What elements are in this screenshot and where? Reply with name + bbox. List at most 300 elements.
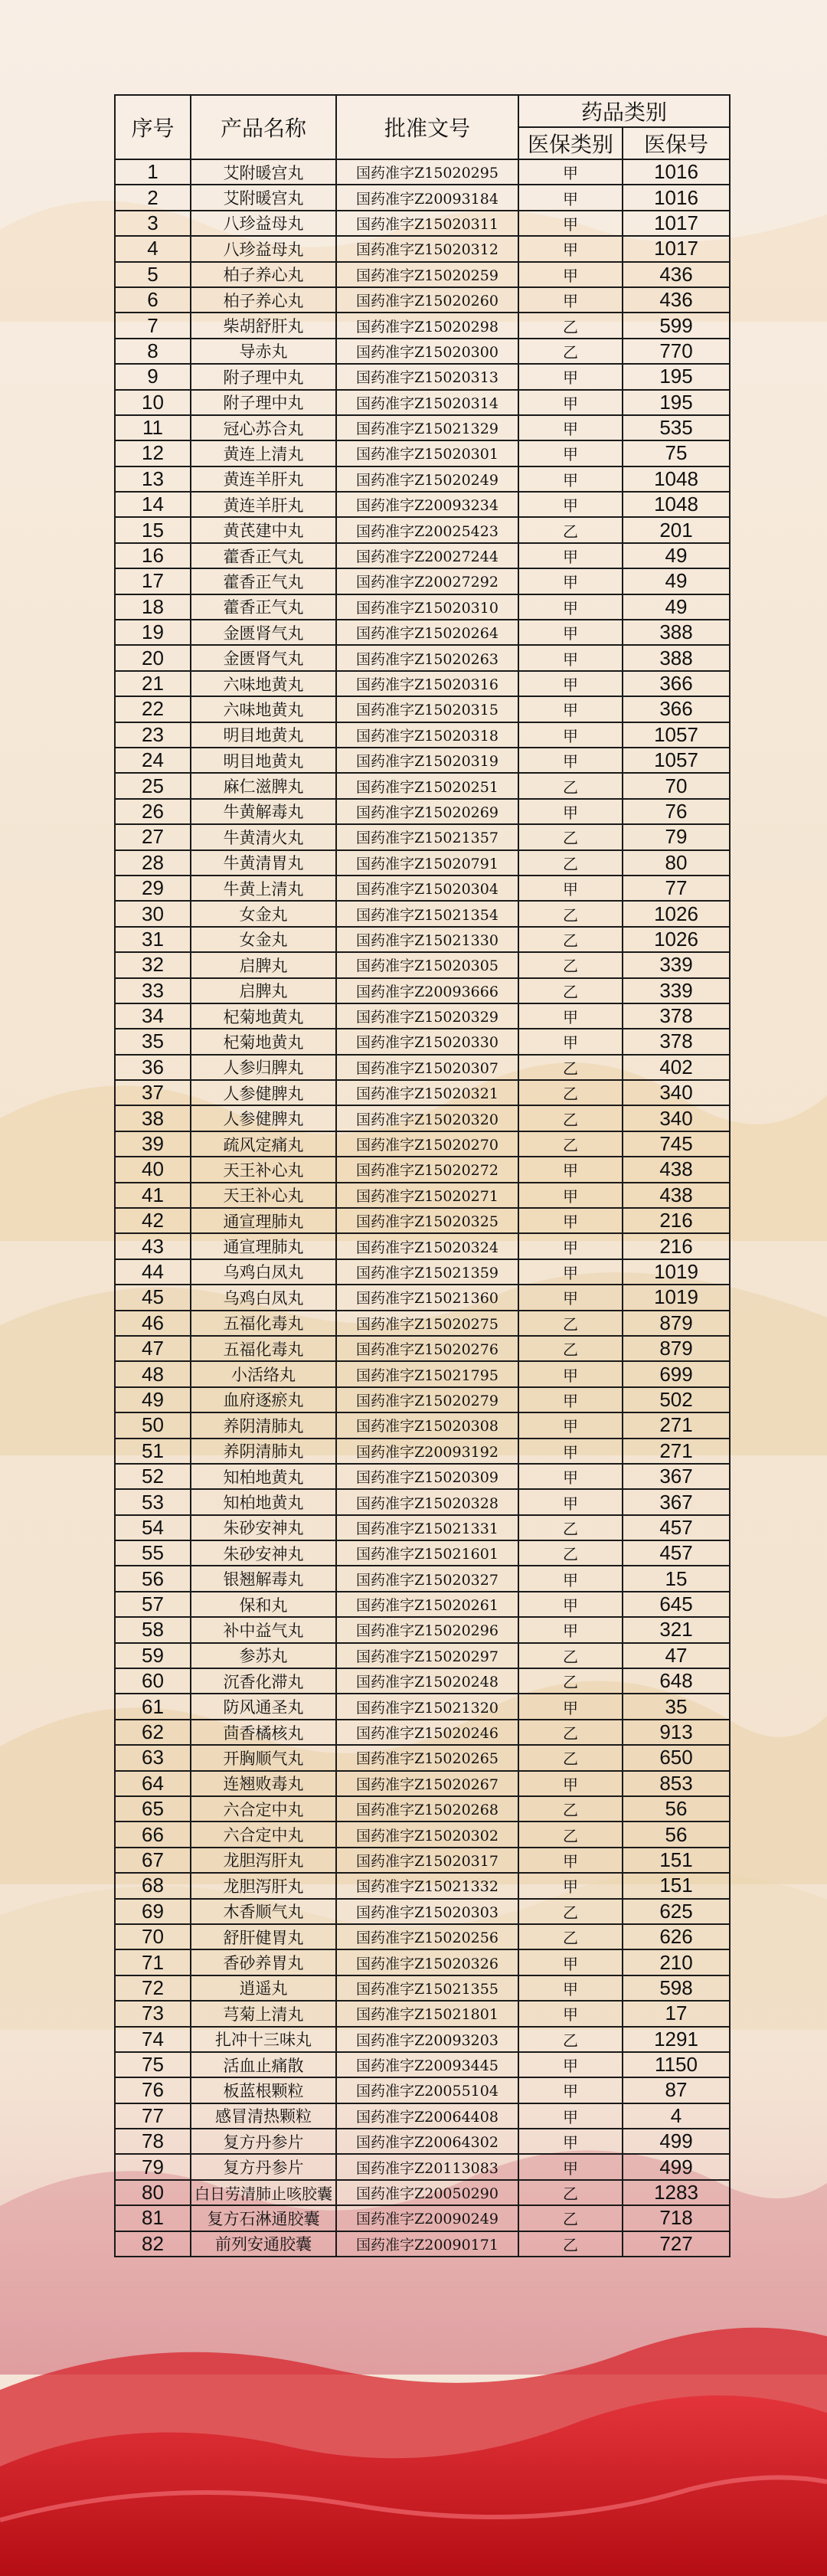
table-row xyxy=(115,1949,730,1975)
row-product-name: 五福化毒丸 xyxy=(191,1311,336,1336)
row-insurance-code: 271 xyxy=(623,1439,730,1464)
row-insurance-category: 甲 xyxy=(518,1029,623,1054)
row-insurance-code: 879 xyxy=(623,1311,730,1336)
row-insurance-code: 499 xyxy=(623,2154,730,2179)
row-product-name: 复方丹参片 xyxy=(191,2129,336,2154)
table-row xyxy=(115,1771,730,1796)
row-seq: 49 xyxy=(115,1387,191,1412)
header-approval-number: 批准文号 xyxy=(336,95,518,159)
table-row xyxy=(115,1387,730,1412)
table-row xyxy=(115,2205,730,2231)
row-insurance-category: 甲 xyxy=(518,1003,623,1029)
row-insurance-category: 甲 xyxy=(518,211,623,236)
row-seq: 12 xyxy=(115,440,191,466)
row-insurance-code: 770 xyxy=(623,339,730,364)
row-product-name: 乌鸡白凤丸 xyxy=(191,1259,336,1285)
row-insurance-category: 乙 xyxy=(518,850,623,876)
row-seq: 36 xyxy=(115,1055,191,1080)
table-row xyxy=(115,1540,730,1566)
table-row xyxy=(115,236,730,261)
row-insurance-category: 乙 xyxy=(518,773,623,798)
row-approval-number: 国药准字Z20027244 xyxy=(336,543,518,568)
table-row xyxy=(115,824,730,849)
row-seq: 59 xyxy=(115,1643,191,1668)
table-row xyxy=(115,1848,730,1873)
row-seq: 8 xyxy=(115,339,191,364)
row-insurance-category: 乙 xyxy=(518,1822,623,1847)
table-row xyxy=(115,2052,730,2077)
row-product-name: 牛黄清胃丸 xyxy=(191,850,336,876)
row-seq: 61 xyxy=(115,1694,191,1719)
row-approval-number: 国药准字Z15020246 xyxy=(336,1720,518,1745)
row-insurance-category: 乙 xyxy=(518,1311,623,1336)
row-seq: 82 xyxy=(115,2231,191,2257)
row-product-name: 通宣理肺丸 xyxy=(191,1233,336,1259)
row-insurance-code: 625 xyxy=(623,1899,730,1924)
row-insurance-code: 699 xyxy=(623,1361,730,1386)
table-row xyxy=(115,543,730,568)
row-insurance-code: 339 xyxy=(623,978,730,1003)
row-insurance-code: 77 xyxy=(623,876,730,901)
row-insurance-category: 甲 xyxy=(518,2129,623,2154)
row-approval-number: 国药准字Z15020259 xyxy=(336,262,518,287)
row-insurance-code: 56 xyxy=(623,1822,730,1847)
row-insurance-code: 457 xyxy=(623,1540,730,1566)
table-row xyxy=(115,492,730,517)
header-product-name: 产品名称 xyxy=(191,95,336,159)
row-insurance-category: 甲 xyxy=(518,2052,623,2077)
row-insurance-code: 1017 xyxy=(623,211,730,236)
row-insurance-code: 366 xyxy=(623,696,730,722)
row-product-name: 明目地黄丸 xyxy=(191,748,336,773)
row-seq: 2 xyxy=(115,185,191,210)
row-approval-number: 国药准字Z15021357 xyxy=(336,824,518,849)
row-seq: 60 xyxy=(115,1668,191,1694)
row-insurance-category: 乙 xyxy=(518,339,623,364)
row-product-name: 感冒清热颗粒 xyxy=(191,2103,336,2129)
row-approval-number: 国药准字Z20027292 xyxy=(336,568,518,594)
row-insurance-code: 47 xyxy=(623,1643,730,1668)
row-insurance-category: 甲 xyxy=(518,1285,623,1310)
row-insurance-category: 甲 xyxy=(518,876,623,901)
row-insurance-category: 甲 xyxy=(518,568,623,594)
row-product-name: 附子理中丸 xyxy=(191,390,336,415)
row-seq: 57 xyxy=(115,1592,191,1617)
row-product-name: 柏子养心丸 xyxy=(191,262,336,287)
row-approval-number: 国药准字Z15020295 xyxy=(336,159,518,185)
row-seq: 75 xyxy=(115,2052,191,2077)
row-approval-number: 国药准字Z15021330 xyxy=(336,927,518,952)
row-insurance-category: 乙 xyxy=(518,1643,623,1668)
row-product-name: 藿香正气丸 xyxy=(191,568,336,594)
row-insurance-code: 17 xyxy=(623,2001,730,2026)
row-insurance-code: 340 xyxy=(623,1080,730,1105)
row-insurance-category: 甲 xyxy=(518,287,623,313)
row-insurance-code: 402 xyxy=(623,1055,730,1080)
row-insurance-code: 645 xyxy=(623,1592,730,1617)
row-seq: 65 xyxy=(115,1796,191,1822)
row-seq: 3 xyxy=(115,211,191,236)
row-product-name: 冠心苏合丸 xyxy=(191,415,336,440)
row-product-name: 黄连羊肝丸 xyxy=(191,492,336,517)
row-seq: 30 xyxy=(115,901,191,926)
row-seq: 66 xyxy=(115,1822,191,1847)
row-product-name: 逍遥丸 xyxy=(191,1975,336,2001)
table-row xyxy=(115,927,730,952)
row-seq: 35 xyxy=(115,1029,191,1054)
row-seq: 13 xyxy=(115,466,191,492)
table-row xyxy=(115,2129,730,2154)
row-approval-number: 国药准字Z15020298 xyxy=(336,313,518,338)
row-insurance-category: 乙 xyxy=(518,2231,623,2257)
row-insurance-code: 76 xyxy=(623,799,730,824)
header-seq: 序号 xyxy=(115,95,191,159)
row-insurance-code: 216 xyxy=(623,1233,730,1259)
row-product-name: 五福化毒丸 xyxy=(191,1336,336,1361)
row-seq: 20 xyxy=(115,645,191,670)
row-product-name: 知柏地黄丸 xyxy=(191,1464,336,1489)
table-row xyxy=(115,2027,730,2052)
row-approval-number: 国药准字Z15020304 xyxy=(336,876,518,901)
row-insurance-code: 367 xyxy=(623,1464,730,1489)
row-seq: 27 xyxy=(115,824,191,849)
table-row xyxy=(115,2154,730,2179)
row-approval-number: 国药准字Z20093234 xyxy=(336,492,518,517)
row-insurance-code: 378 xyxy=(623,1003,730,1029)
row-insurance-code: 626 xyxy=(623,1924,730,1949)
row-approval-number: 国药准字Z15020271 xyxy=(336,1183,518,1208)
row-seq: 67 xyxy=(115,1848,191,1873)
row-insurance-category: 甲 xyxy=(518,1183,623,1208)
row-seq: 11 xyxy=(115,415,191,440)
row-approval-number: 国药准字Z20093184 xyxy=(336,185,518,210)
row-product-name: 金匮肾气丸 xyxy=(191,620,336,645)
table-row xyxy=(115,1285,730,1310)
row-insurance-code: 1150 xyxy=(623,2052,730,2077)
row-insurance-category: 甲 xyxy=(518,1873,623,1898)
row-approval-number: 国药准字Z15020270 xyxy=(336,1131,518,1157)
row-approval-number: 国药准字Z15021355 xyxy=(336,1975,518,2001)
table-row xyxy=(115,901,730,926)
row-product-name: 开胸顺气丸 xyxy=(191,1745,336,1770)
row-seq: 52 xyxy=(115,1464,191,1489)
row-approval-number: 国药准字Z15020305 xyxy=(336,952,518,977)
row-insurance-category: 甲 xyxy=(518,1617,623,1642)
row-seq: 38 xyxy=(115,1105,191,1131)
row-approval-number: 国药准字Z15021359 xyxy=(336,1259,518,1285)
row-insurance-category: 甲 xyxy=(518,2103,623,2129)
row-approval-number: 国药准字Z15020303 xyxy=(336,1899,518,1924)
row-seq: 29 xyxy=(115,876,191,901)
table-row xyxy=(115,287,730,313)
row-insurance-code: 70 xyxy=(623,773,730,798)
row-approval-number: 国药准字Z15020302 xyxy=(336,1822,518,1847)
row-insurance-category: 甲 xyxy=(518,262,623,287)
row-approval-number: 国药准字Z15020301 xyxy=(336,440,518,466)
row-product-name: 人参健脾丸 xyxy=(191,1105,336,1131)
row-product-name: 养阴清肺丸 xyxy=(191,1439,336,1464)
row-product-name: 人参健脾丸 xyxy=(191,1080,336,1105)
table-row xyxy=(115,466,730,492)
row-insurance-category: 甲 xyxy=(518,1259,623,1285)
row-insurance-code: 436 xyxy=(623,262,730,287)
row-product-name: 女金丸 xyxy=(191,927,336,952)
row-insurance-code: 388 xyxy=(623,620,730,645)
table-row xyxy=(115,1668,730,1694)
table-row xyxy=(115,1643,730,1668)
row-seq: 46 xyxy=(115,1311,191,1336)
row-insurance-code: 1048 xyxy=(623,466,730,492)
row-insurance-code: 151 xyxy=(623,1873,730,1898)
row-approval-number: 国药准字Z15020316 xyxy=(336,671,518,696)
row-product-name: 复方丹参片 xyxy=(191,2154,336,2179)
row-insurance-category: 甲 xyxy=(518,159,623,185)
row-insurance-code: 1019 xyxy=(623,1259,730,1285)
row-approval-number: 国药准字Z15020324 xyxy=(336,1233,518,1259)
row-approval-number: 国药准字Z15020314 xyxy=(336,390,518,415)
row-seq: 47 xyxy=(115,1336,191,1361)
row-seq: 24 xyxy=(115,748,191,773)
row-seq: 45 xyxy=(115,1285,191,1310)
row-product-name: 茴香橘核丸 xyxy=(191,1720,336,1745)
row-product-name: 藿香正气丸 xyxy=(191,543,336,568)
table-row xyxy=(115,645,730,670)
row-product-name: 启脾丸 xyxy=(191,952,336,977)
row-insurance-category: 乙 xyxy=(518,1336,623,1361)
row-seq: 43 xyxy=(115,1233,191,1259)
row-insurance-code: 216 xyxy=(623,1208,730,1233)
table-row xyxy=(115,517,730,542)
row-approval-number: 国药准字Z15020327 xyxy=(336,1566,518,1591)
row-product-name: 柴胡舒肝丸 xyxy=(191,313,336,338)
row-approval-number: 国药准字Z15020308 xyxy=(336,1412,518,1438)
table-row xyxy=(115,2231,730,2257)
row-insurance-category: 甲 xyxy=(518,415,623,440)
row-insurance-category: 乙 xyxy=(518,901,623,926)
row-product-name: 附子理中丸 xyxy=(191,364,336,389)
row-insurance-code: 1057 xyxy=(623,722,730,748)
row-approval-number: 国药准字Z20113083 xyxy=(336,2154,518,2179)
table-row xyxy=(115,799,730,824)
row-approval-number: 国药准字Z20055104 xyxy=(336,2077,518,2103)
row-seq: 56 xyxy=(115,1566,191,1591)
row-insurance-category: 甲 xyxy=(518,594,623,620)
table-row xyxy=(115,364,730,389)
row-insurance-code: 1057 xyxy=(623,748,730,773)
row-approval-number: 国药准字Z15020279 xyxy=(336,1387,518,1412)
row-seq: 33 xyxy=(115,978,191,1003)
row-insurance-category: 甲 xyxy=(518,185,623,210)
row-product-name: 前列安通胶囊 xyxy=(191,2231,336,2257)
row-approval-number: 国药准字Z15021332 xyxy=(336,1873,518,1898)
row-insurance-code: 49 xyxy=(623,594,730,620)
row-insurance-category: 乙 xyxy=(518,1515,623,1540)
row-insurance-code: 75 xyxy=(623,440,730,466)
table-row xyxy=(115,1208,730,1233)
row-product-name: 龙胆泻肝丸 xyxy=(191,1873,336,1898)
row-insurance-category: 乙 xyxy=(518,1899,623,1924)
row-approval-number: 国药准字Z15021801 xyxy=(336,2001,518,2026)
row-insurance-category: 乙 xyxy=(518,2205,623,2231)
row-insurance-code: 210 xyxy=(623,1949,730,1975)
row-insurance-code: 201 xyxy=(623,517,730,542)
row-approval-number: 国药准字Z15020296 xyxy=(336,1617,518,1642)
row-insurance-category: 甲 xyxy=(518,236,623,261)
row-product-name: 参苏丸 xyxy=(191,1643,336,1668)
row-seq: 79 xyxy=(115,2154,191,2179)
row-seq: 72 xyxy=(115,1975,191,2001)
row-seq: 39 xyxy=(115,1131,191,1157)
row-approval-number: 国药准字Z15020313 xyxy=(336,364,518,389)
row-approval-number: 国药准字Z15020265 xyxy=(336,1745,518,1770)
row-insurance-code: 599 xyxy=(623,313,730,338)
row-product-name: 六味地黄丸 xyxy=(191,696,336,722)
table-row xyxy=(115,185,730,210)
row-insurance-category: 甲 xyxy=(518,671,623,696)
row-insurance-category: 甲 xyxy=(518,748,623,773)
header-drug-category-group: 药品类别 xyxy=(518,95,730,127)
table-row xyxy=(115,773,730,798)
row-seq: 16 xyxy=(115,543,191,568)
row-product-name: 通宣理肺丸 xyxy=(191,1208,336,1233)
row-insurance-code: 853 xyxy=(623,1771,730,1796)
row-insurance-category: 甲 xyxy=(518,1489,623,1514)
row-seq: 31 xyxy=(115,927,191,952)
row-insurance-category: 甲 xyxy=(518,1566,623,1591)
row-approval-number: 国药准字Z15020261 xyxy=(336,1592,518,1617)
row-seq: 4 xyxy=(115,236,191,261)
row-approval-number: 国药准字Z20093445 xyxy=(336,2052,518,2077)
row-insurance-code: 745 xyxy=(623,1131,730,1157)
row-insurance-category: 甲 xyxy=(518,364,623,389)
row-product-name: 八珍益母丸 xyxy=(191,211,336,236)
row-approval-number: 国药准字Z15020311 xyxy=(336,211,518,236)
row-seq: 25 xyxy=(115,773,191,798)
row-insurance-code: 35 xyxy=(623,1694,730,1719)
table-row xyxy=(115,390,730,415)
row-insurance-code: 535 xyxy=(623,415,730,440)
row-insurance-category: 甲 xyxy=(518,1975,623,2001)
table-row xyxy=(115,1311,730,1336)
table-row xyxy=(115,1924,730,1949)
row-seq: 69 xyxy=(115,1899,191,1924)
row-product-name: 朱砂安神丸 xyxy=(191,1540,336,1566)
drug-table-wrapper xyxy=(114,94,729,2257)
row-approval-number: 国药准字Z20090249 xyxy=(336,2205,518,2231)
row-seq: 18 xyxy=(115,594,191,620)
table-row xyxy=(115,1105,730,1131)
row-insurance-code: 1016 xyxy=(623,159,730,185)
row-insurance-code: 499 xyxy=(623,2129,730,2154)
table-row xyxy=(115,1489,730,1514)
row-seq: 28 xyxy=(115,850,191,876)
row-product-name: 柏子养心丸 xyxy=(191,287,336,313)
table-row xyxy=(115,2180,730,2205)
row-seq: 63 xyxy=(115,1745,191,1770)
row-insurance-category: 乙 xyxy=(518,1668,623,1694)
row-product-name: 导赤丸 xyxy=(191,339,336,364)
row-seq: 37 xyxy=(115,1080,191,1105)
row-product-name: 板蓝根颗粒 xyxy=(191,2077,336,2103)
row-seq: 74 xyxy=(115,2027,191,2052)
drug-list-table xyxy=(114,94,731,2257)
table-row xyxy=(115,339,730,364)
row-insurance-code: 1291 xyxy=(623,2027,730,2052)
row-approval-number: 国药准字Z15020248 xyxy=(336,1668,518,1694)
row-insurance-category: 甲 xyxy=(518,1949,623,1975)
table-row xyxy=(115,1055,730,1080)
table-row xyxy=(115,978,730,1003)
row-insurance-category: 甲 xyxy=(518,799,623,824)
row-insurance-category: 甲 xyxy=(518,543,623,568)
row-insurance-code: 1026 xyxy=(623,901,730,926)
row-approval-number: 国药准字Z15020256 xyxy=(336,1924,518,1949)
row-product-name: 女金丸 xyxy=(191,901,336,926)
row-insurance-category: 甲 xyxy=(518,1848,623,1873)
row-product-name: 乌鸡白凤丸 xyxy=(191,1285,336,1310)
row-seq: 23 xyxy=(115,722,191,748)
row-approval-number: 国药准字Z15021320 xyxy=(336,1694,518,1719)
table-row xyxy=(115,1720,730,1745)
row-approval-number: 国药准字Z15020309 xyxy=(336,1464,518,1489)
row-seq: 34 xyxy=(115,1003,191,1029)
table-row xyxy=(115,262,730,287)
row-approval-number: 国药准字Z15021601 xyxy=(336,1540,518,1566)
row-insurance-code: 378 xyxy=(623,1029,730,1054)
table-row xyxy=(115,1745,730,1770)
row-insurance-code: 367 xyxy=(623,1489,730,1514)
row-approval-number: 国药准字Z15020321 xyxy=(336,1080,518,1105)
row-insurance-code: 1048 xyxy=(623,492,730,517)
table-row xyxy=(115,1796,730,1822)
row-approval-number: 国药准字Z15020275 xyxy=(336,1311,518,1336)
row-insurance-code: 340 xyxy=(623,1105,730,1131)
row-approval-number: 国药准字Z15020249 xyxy=(336,466,518,492)
table-row xyxy=(115,748,730,773)
row-product-name: 藿香正气丸 xyxy=(191,594,336,620)
row-product-name: 血府逐瘀丸 xyxy=(191,1387,336,1412)
row-seq: 7 xyxy=(115,313,191,338)
table-row xyxy=(115,1617,730,1642)
row-seq: 77 xyxy=(115,2103,191,2129)
table-row xyxy=(115,1080,730,1105)
row-product-name: 木香顺气丸 xyxy=(191,1899,336,1924)
row-approval-number: 国药准字Z15020326 xyxy=(336,1949,518,1975)
table-row xyxy=(115,722,730,748)
row-seq: 42 xyxy=(115,1208,191,1233)
table-row xyxy=(115,594,730,620)
row-product-name: 六合定中丸 xyxy=(191,1796,336,1822)
row-approval-number: 国药准字Z15020325 xyxy=(336,1208,518,1233)
table-row xyxy=(115,313,730,338)
row-insurance-code: 438 xyxy=(623,1157,730,1182)
row-insurance-category: 甲 xyxy=(518,620,623,645)
row-insurance-category: 乙 xyxy=(518,1105,623,1131)
row-product-name: 艾附暖宫丸 xyxy=(191,159,336,185)
row-insurance-category: 甲 xyxy=(518,722,623,748)
table-row xyxy=(115,1412,730,1438)
row-product-name: 芎菊上清丸 xyxy=(191,2001,336,2026)
row-approval-number: 国药准字Z20025423 xyxy=(336,517,518,542)
header-insurance-code: 医保号 xyxy=(623,127,730,159)
row-product-name: 知柏地黄丸 xyxy=(191,1489,336,1514)
row-insurance-category: 甲 xyxy=(518,1439,623,1464)
table-row xyxy=(115,1131,730,1157)
row-insurance-code: 598 xyxy=(623,1975,730,2001)
row-product-name: 白日劳清肺止咳胶囊 xyxy=(191,2180,336,2205)
row-seq: 10 xyxy=(115,390,191,415)
row-seq: 26 xyxy=(115,799,191,824)
